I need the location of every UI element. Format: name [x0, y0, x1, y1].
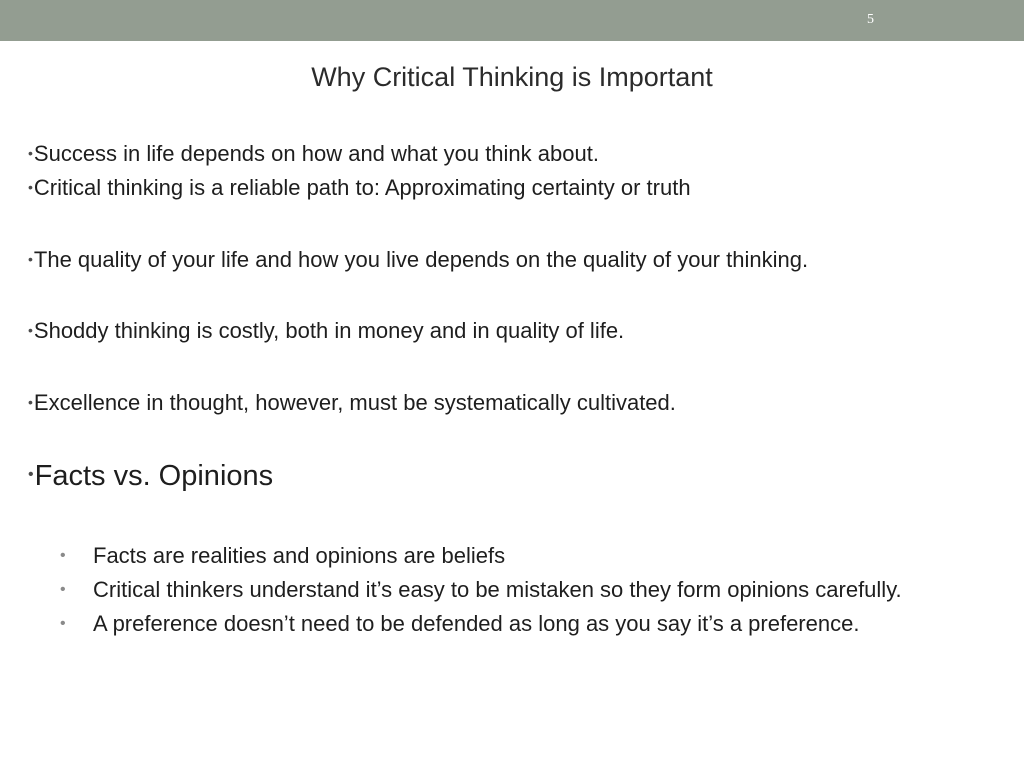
section-heading-text: Facts vs. Opinions — [34, 460, 274, 492]
slide-title: Why Critical Thinking is Important — [311, 62, 713, 92]
section-heading — [28, 459, 273, 494]
sub-bullet-dot: • — [60, 547, 66, 564]
sub-bullet-list — [60, 541, 1000, 643]
sub-bullet-item — [60, 609, 1000, 638]
slide-number: 5 — [867, 12, 874, 27]
bullet-dot: • — [28, 466, 34, 483]
bullet-item — [28, 247, 808, 273]
bullet-item — [28, 390, 676, 416]
bullet-item — [28, 175, 691, 201]
bullet-text: Shoddy thinking is costly, both in money and in quality of life. — [33, 318, 625, 343]
sub-bullet-text: Critical thinkers understand it’s easy to be mistaken so they form opinions carefully. — [93, 577, 902, 602]
bullet-dot: • — [28, 145, 33, 161]
bullet-dot: • — [28, 251, 33, 267]
top-bar — [0, 0, 1024, 41]
sub-bullet-item — [60, 575, 1000, 604]
bullet-text: Success in life depends on how and what you think about. — [33, 141, 599, 166]
bullet-dot: • — [28, 394, 33, 410]
sub-bullet-text: A preference doesn’t need to be defended as long as you say it’s a preference. — [93, 611, 860, 636]
sub-bullet-text: Facts are realities and opinions are beliefs — [93, 543, 506, 568]
bullet-text: The quality of your life and how you live depends on the quality of your thinking. — [33, 247, 809, 272]
bullet-item — [28, 318, 624, 344]
bullet-text: Critical thinking is a reliable path to: Approximating certainty or truth — [33, 175, 691, 200]
bullet-item — [28, 141, 599, 167]
sub-bullet-item — [60, 541, 1000, 570]
bullet-dot: • — [28, 179, 33, 195]
bullet-text: Excellence in thought, however, must be systematically cultivated. — [33, 390, 676, 415]
sub-bullet-dot: • — [60, 581, 66, 598]
bullet-dot: • — [28, 322, 33, 338]
sub-bullet-dot: • — [60, 615, 66, 632]
